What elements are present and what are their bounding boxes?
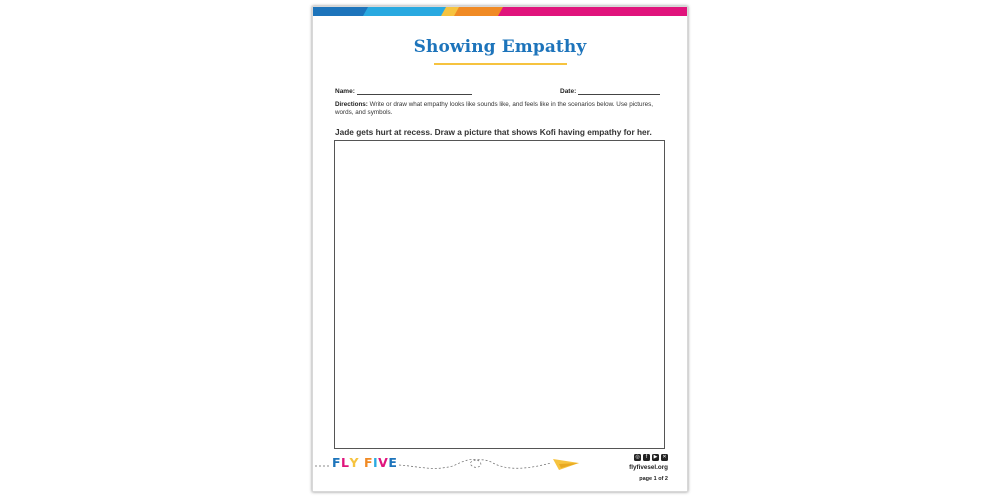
youtube-icon[interactable]: ▶	[653, 454, 658, 460]
directions	[335, 101, 665, 117]
date-label: Date:	[560, 88, 577, 95]
directions-text: Write or draw what empathy looks like sounds like, and feels like in the scenarios below. Use pictures, words, and symbols.	[335, 101, 654, 116]
name-field[interactable]	[335, 88, 472, 95]
page-indicator: page 1 of 2	[639, 476, 668, 482]
scenario-prompt: Jade gets hurt at recess. Draw a picture that shows Kofi having empathy for her.	[335, 127, 652, 137]
date-line[interactable]	[578, 88, 660, 95]
footer	[313, 451, 687, 493]
facebook-icon[interactable]: f	[643, 454, 650, 461]
instagram-icon[interactable]: ◎	[635, 454, 640, 460]
page-title: Showing Empathy	[413, 37, 587, 57]
drawing-box[interactable]	[334, 140, 665, 449]
social-icons	[634, 454, 668, 461]
fly-five-logo: FLY FIVE	[332, 455, 398, 470]
website-link[interactable]: flyfivesel.org	[629, 464, 668, 471]
name-line[interactable]	[357, 88, 472, 95]
worksheet-page	[312, 6, 688, 492]
title-underline	[434, 63, 567, 65]
name-label: Name:	[335, 88, 355, 95]
x-icon[interactable]: ✕	[662, 454, 667, 460]
directions-label: Directions:	[335, 101, 368, 108]
paper-plane-icon	[553, 459, 579, 470]
color-bar	[313, 7, 687, 16]
header-fields	[335, 88, 665, 100]
date-field[interactable]	[560, 88, 660, 95]
